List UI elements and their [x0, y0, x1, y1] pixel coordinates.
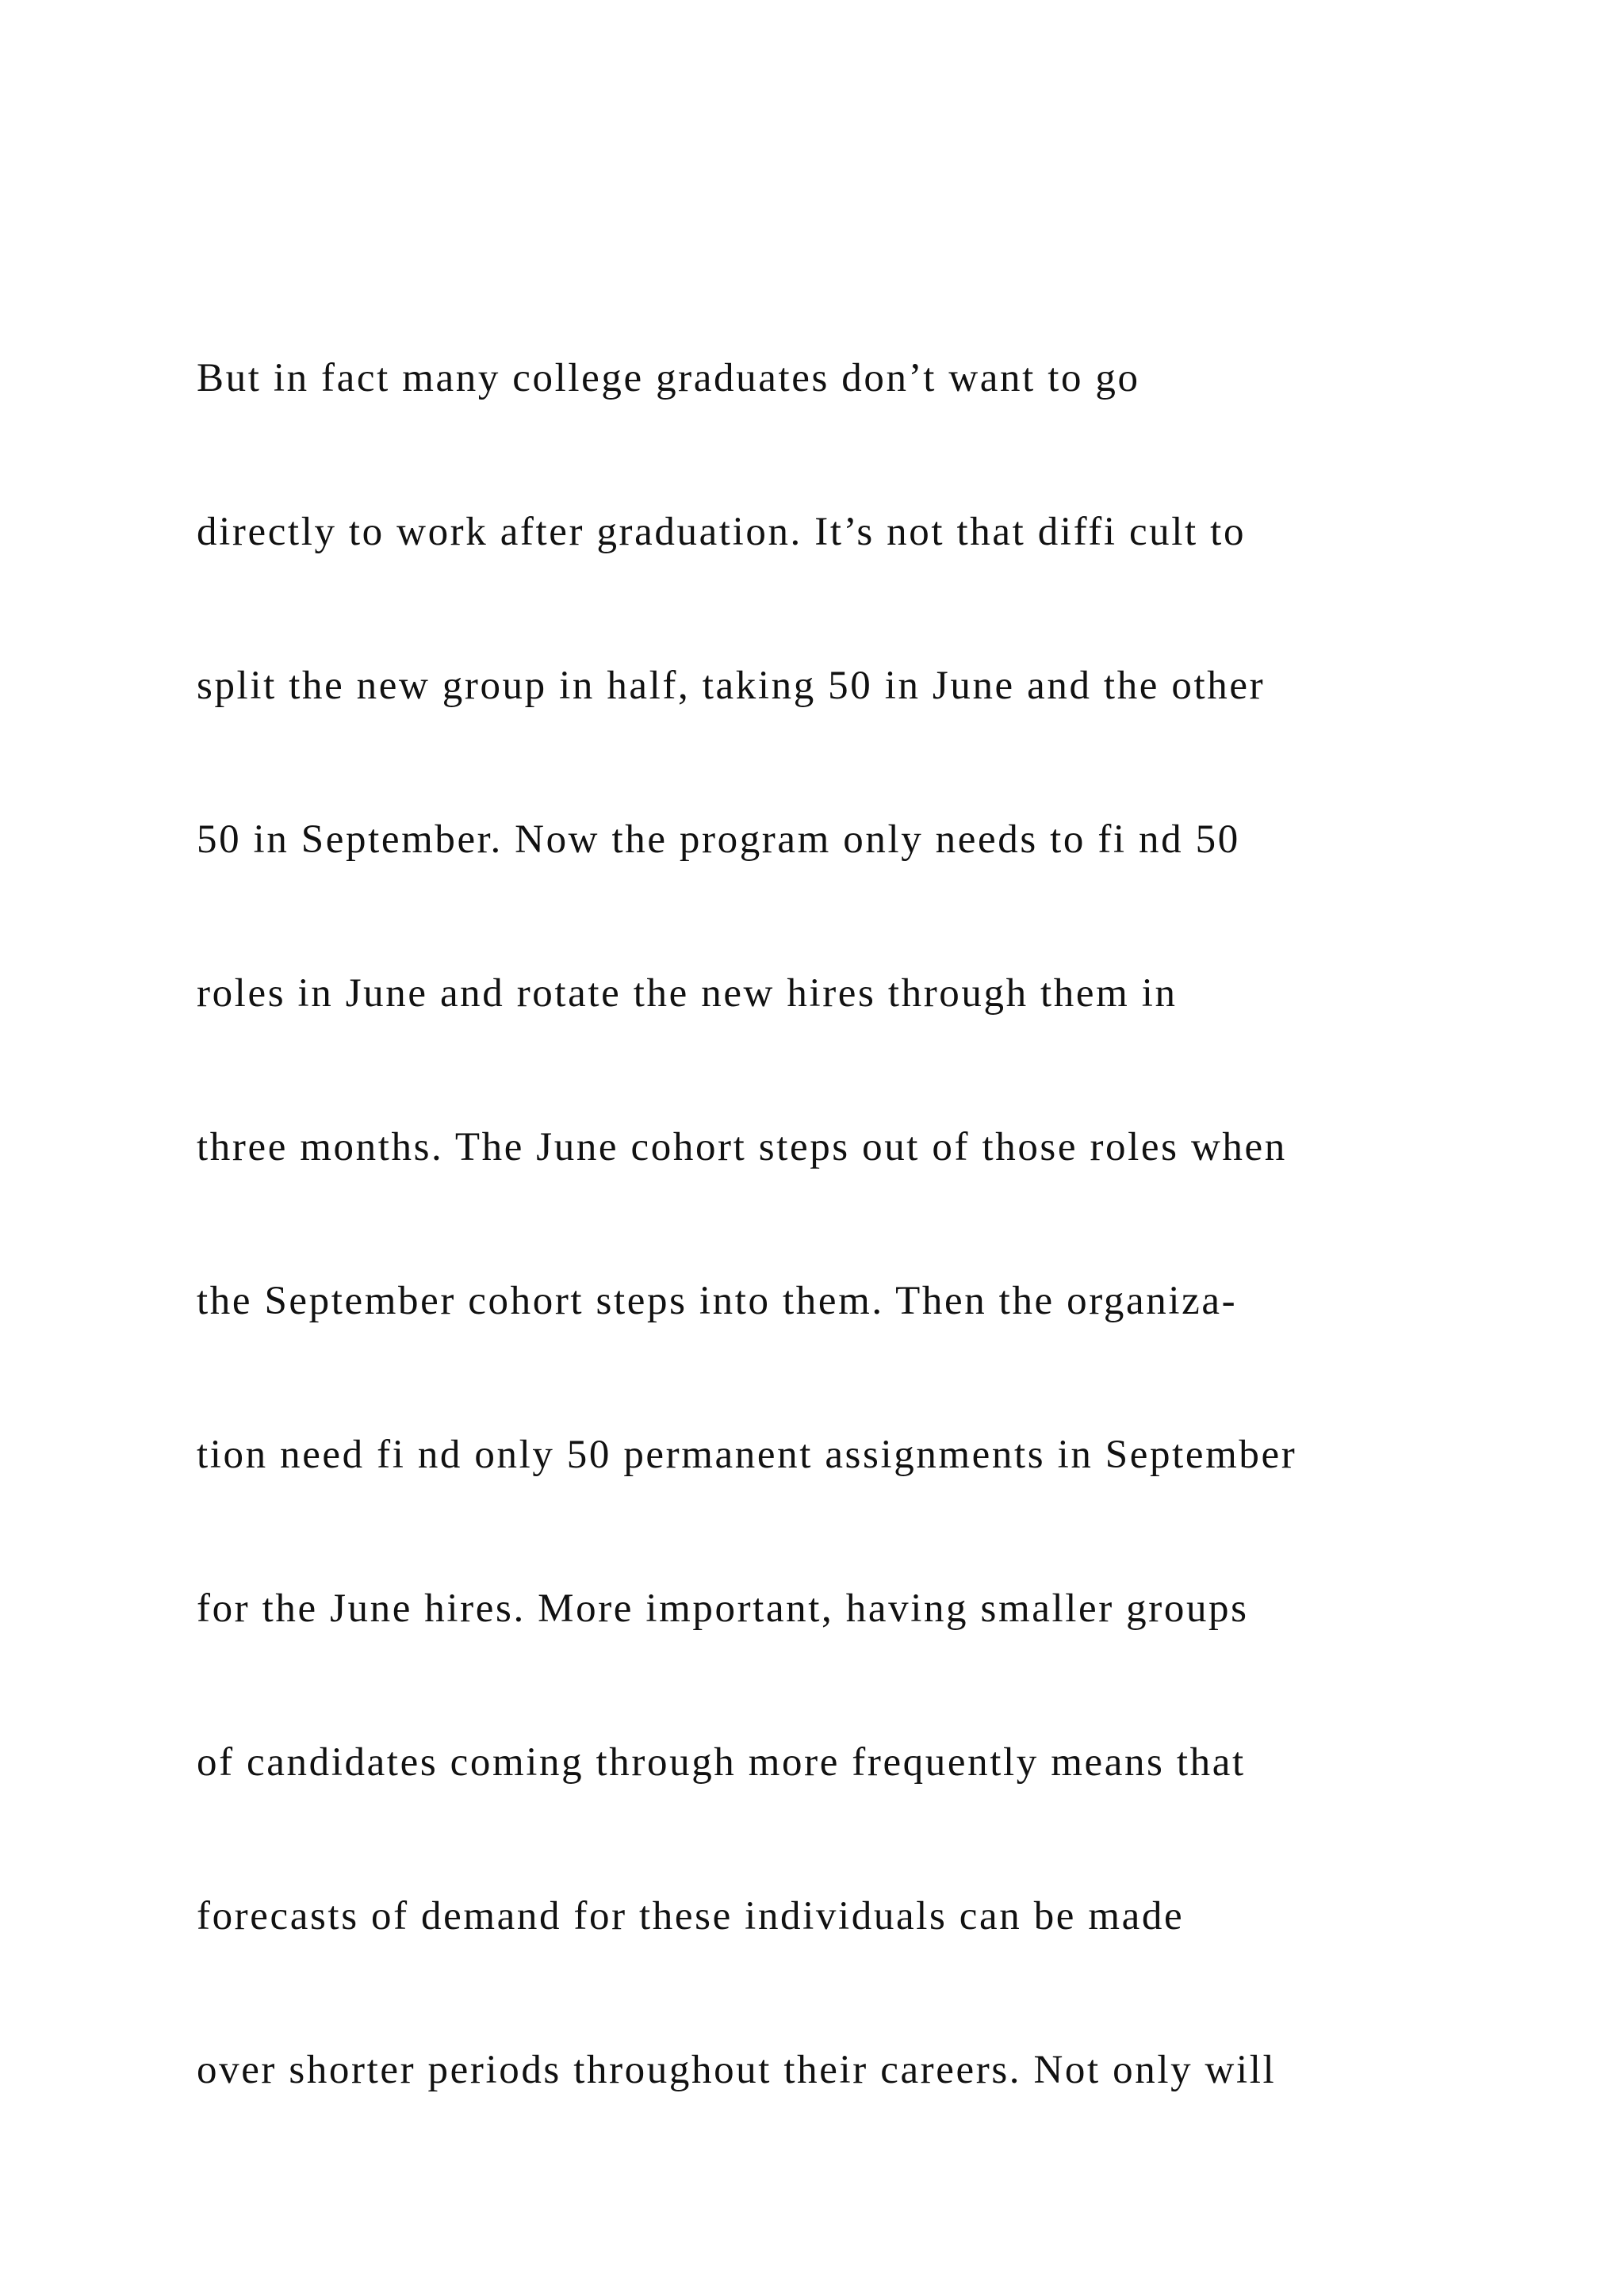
text-line-4: 50 in September. Now the program only needs to fi nd 50 — [197, 817, 1240, 862]
text-line-5: roles in June and rotate the new hires through them in — [197, 971, 1178, 1016]
text-line-6: three months. The June cohort steps out of those roles when — [197, 1125, 1287, 1169]
text-line-2: directly to work after graduation. It’s not that diffi cult to — [197, 510, 1247, 554]
text-line-12: over shorter periods throughout their careers. Not only will — [197, 2048, 1277, 2092]
text-line-3: split the new group in half, taking 50 in June and the other — [197, 664, 1266, 708]
body-text — [197, 301, 1592, 2147]
text-line-11: forecasts of demand for these individuals can be made — [197, 1894, 1185, 1938]
text-line-1: But in fact many college graduates don’t want to go — [197, 356, 1140, 400]
text-line-9: for the June hires. More important, having smaller groups — [197, 1586, 1249, 1631]
text-line-7: the September cohort steps into them. Then the organiza- — [197, 1279, 1238, 1323]
text-line-10: of candidates coming through more frequently means that — [197, 1740, 1246, 1785]
text-line-8: tion need fi nd only 50 permanent assignments in September — [197, 1433, 1297, 1477]
